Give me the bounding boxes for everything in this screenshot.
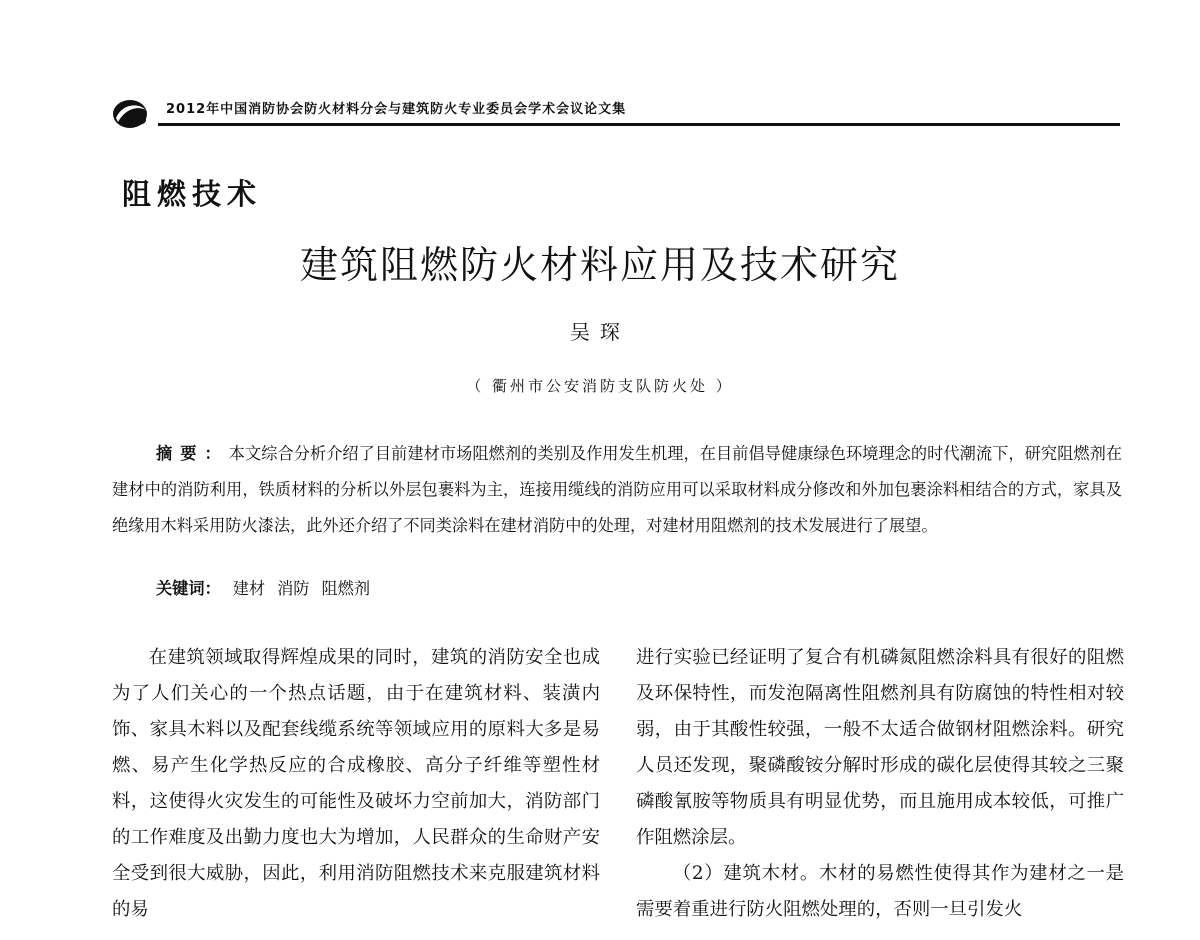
body-paragraph: 进行实验已经证明了复合有机磷氮阻燃涂料具有很好的阻燃及环保特性，而发泡隔离性阻燃剂具有防腐蚀的特性相对较弱，由于其酸性较强，一般不太适合做钢材阻燃涂料。研究人员还发现，聚磷酸铵分解时形成的碳化层使得其较之三聚磷酸氰胺等物质具有明显优势，而且施用成本较低，可推广作阻燃涂层。 (636, 647, 1124, 848)
proceedings-title: 2012年中国消防协会防火材料分会与建筑防火专业委员会学术会议论文集 (166, 102, 627, 117)
keyword: 建材 (232, 579, 266, 598)
body-column-left (112, 640, 600, 940)
section-label: 阻燃技术 (122, 177, 263, 211)
abstract (112, 436, 1122, 544)
keyword: 阻燃剂 (321, 579, 371, 598)
keywords-label: 关键词： (156, 579, 221, 598)
abstract-label: 摘要： (156, 444, 229, 463)
abstract-text: 本文综合分析介绍了目前建材市场阻燃剂的类别及作用发生机理，在目前倡导健康绿色环境理念的时代潮流下，研究阻燃剂在建材中的消防利用，铁质材料的分析以外层包裹料为主，连接用缆线的消防应用可以采取材料成分修改和外加包裹涂料相结合的方式，家具及绝缘用木料采用防火漆法，此外还介绍了不同类涂料在建材消防中的处理，对建材用阻燃剂的技术发展进行了展望。 (112, 444, 1123, 535)
header-rule (158, 123, 1120, 126)
body-column-right (636, 640, 1124, 940)
keywords (156, 575, 370, 599)
proceedings-logo-icon (108, 96, 152, 130)
keyword: 消防 (277, 579, 310, 598)
paper-title: 建筑阻燃防火材料应用及技术研究 (299, 243, 900, 287)
running-header (108, 92, 1120, 132)
paper-author: 吴琛 (570, 320, 630, 344)
paper-affiliation: （ 衢州市公安消防支队防火处 ） (466, 377, 734, 395)
body-paragraph: （2）建筑木材。木材的易燃性使得其作为建材之一是需要着重进行防火阻燃处理的，否则一旦引发火 (636, 863, 1124, 920)
body-paragraph: 在建筑领域取得辉煌成果的同时，建筑的消防安全也成为了人们关心的一个热点话题，由于在建筑材料、装潢内饰、家具木料以及配套线缆系统等领域应用的原料大多是易燃、易产生化学热反应的合成橡胶、高分子纤维等塑性材料，这使得火灾发生的可能性及破坏力空前加大，消防部门的工作难度及出勤力度也大为增加，人民群众的生命财产安全受到很大威胁，因此，利用消防阻燃技术来克服建筑材料的易 (112, 647, 600, 920)
